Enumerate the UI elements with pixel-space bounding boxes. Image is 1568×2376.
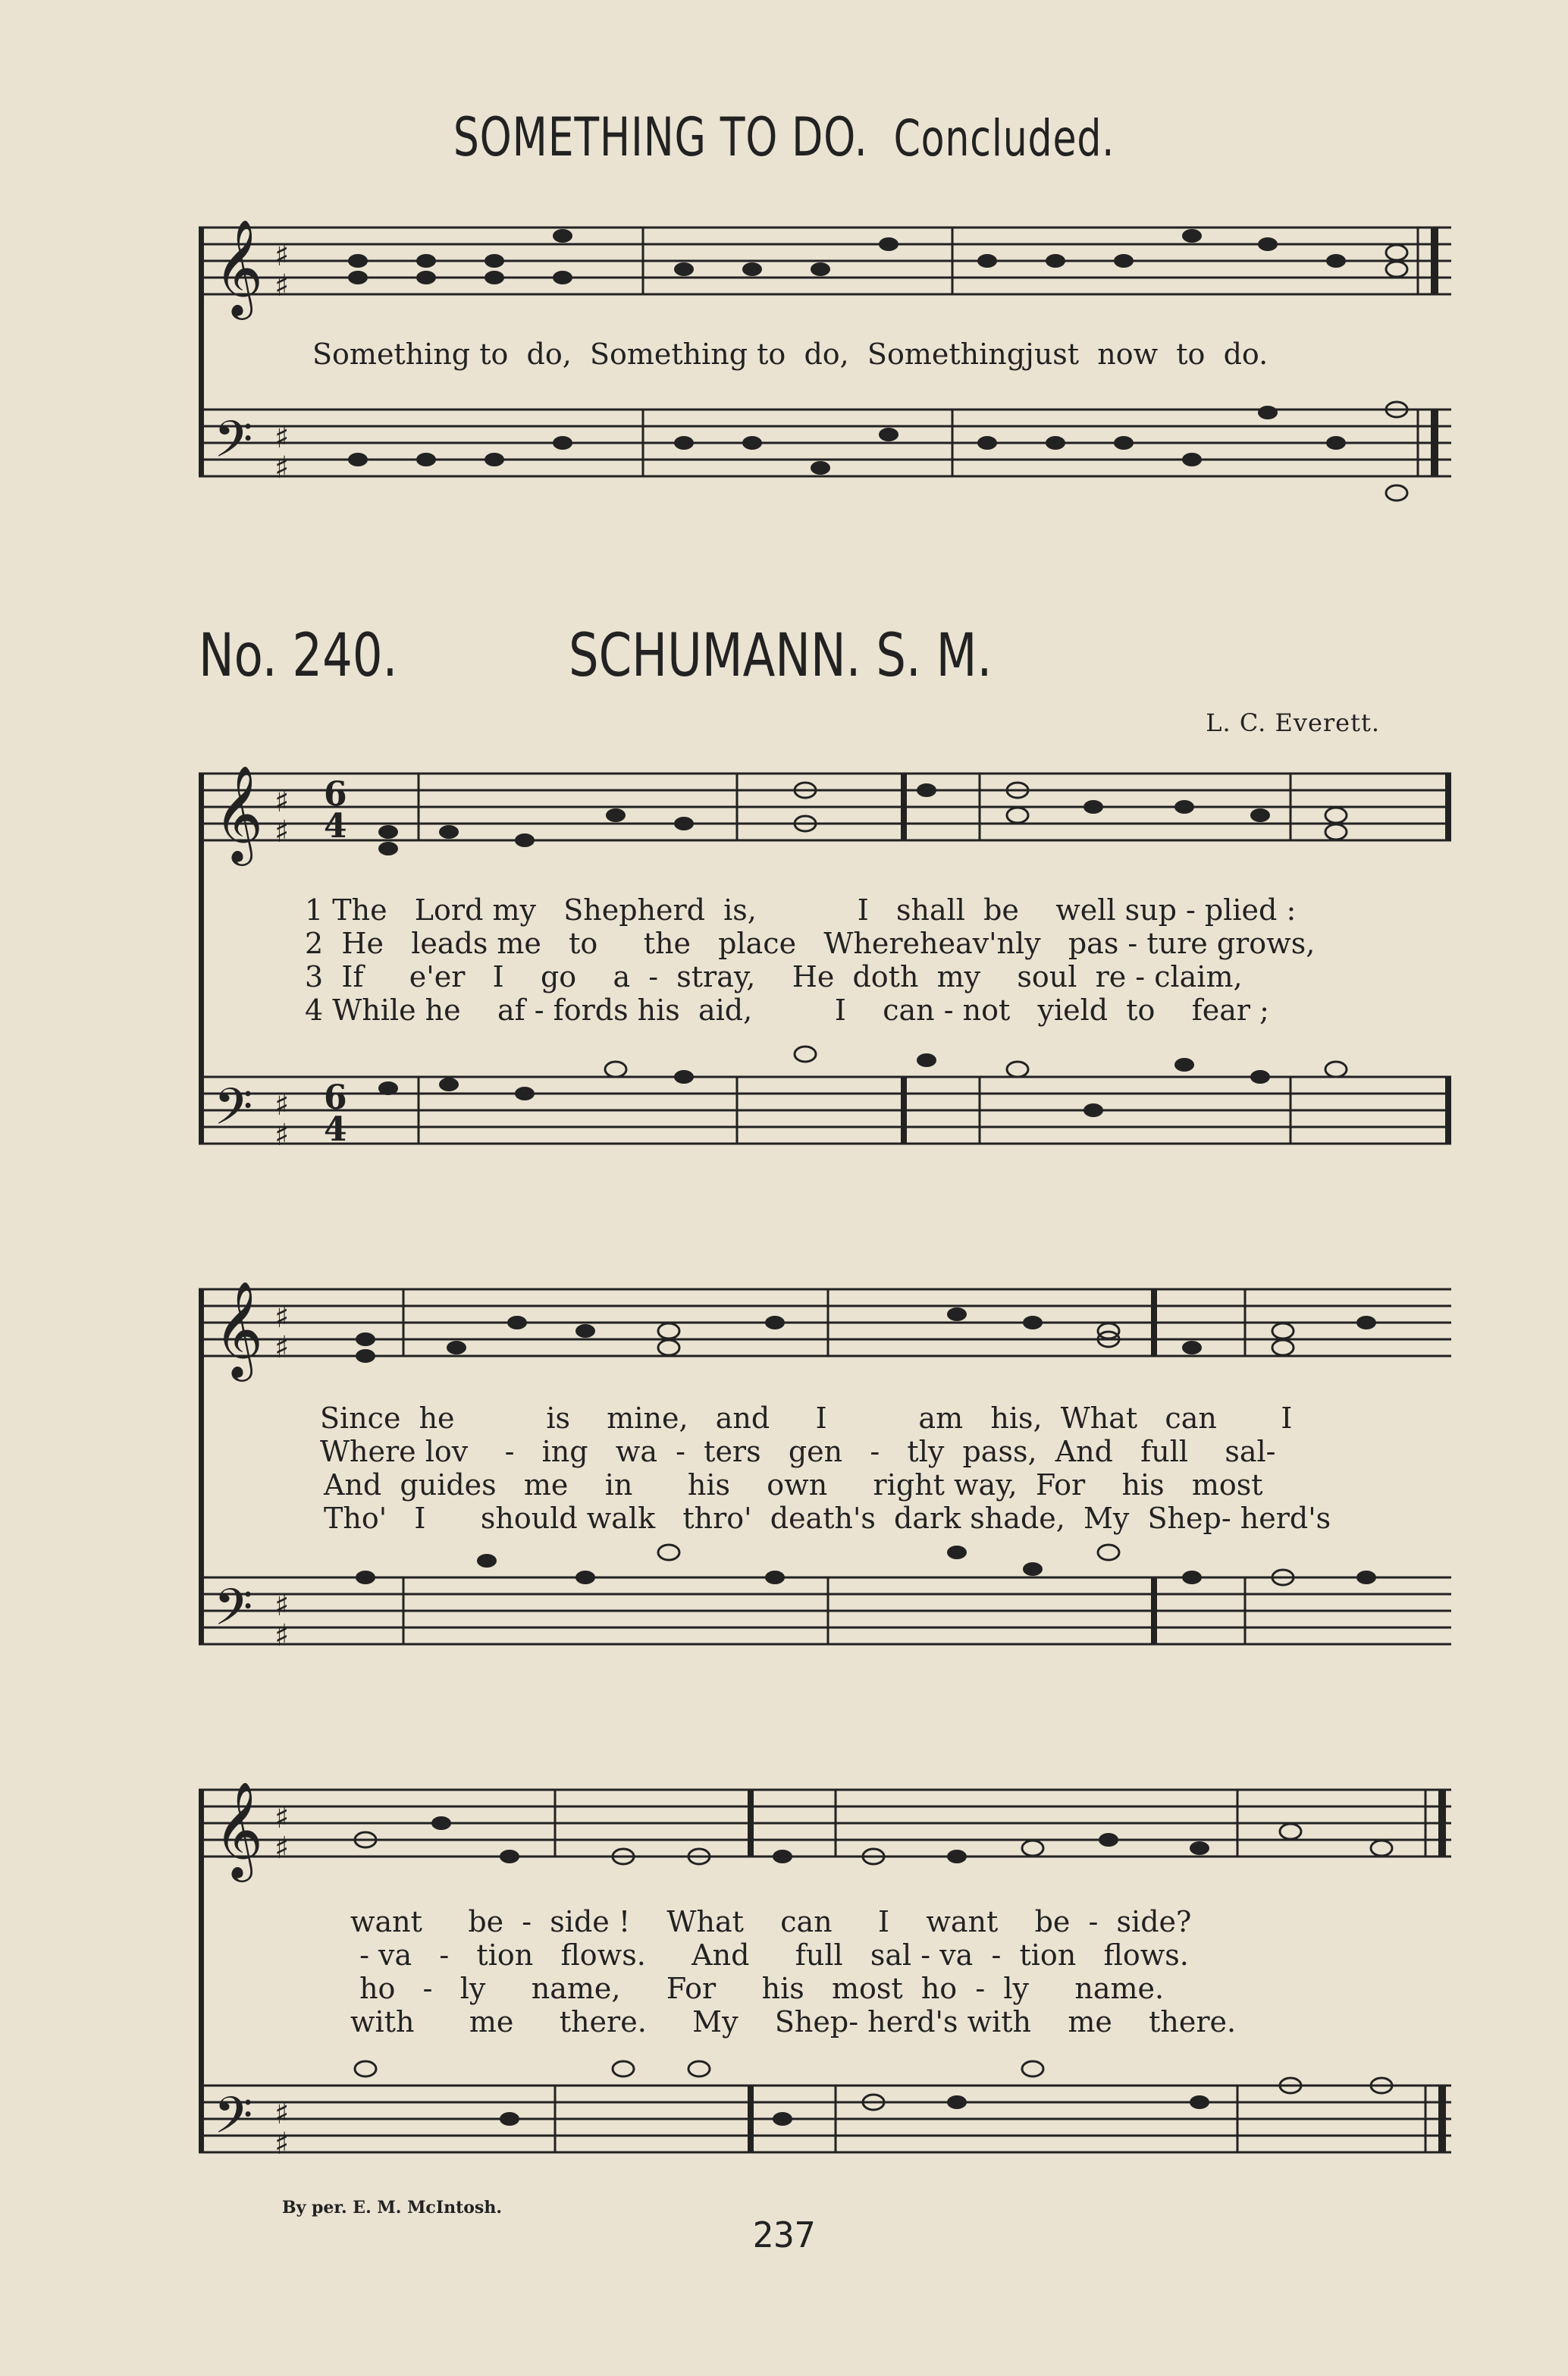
hymn-title: SCHUMANN. S. M. [569, 622, 993, 690]
lyric-line-verse-4: with me there. My Shep- herd's with me there. [350, 2005, 1237, 2039]
lyric-line-verse-1: 1 The Lord my Shepherd is, I shall be well sup - plied : [305, 893, 1297, 927]
lyric-line-verse-3: And guides me in his own right way, For his most [324, 1468, 1263, 1502]
svg-text:4: 4 [324, 1110, 347, 1149]
lyric-line-verse-2: Where lov - ing wa - ters gen - tly pass, And full sal- [320, 1435, 1276, 1468]
svg-text:♯: ♯ [274, 2126, 290, 2161]
lyric-line-verse-4: Tho' I should walk thro' death's dark shade, My Shep- herd's [324, 1502, 1331, 1535]
svg-text:♯: ♯ [274, 238, 290, 273]
svg-text:♯: ♯ [274, 450, 290, 485]
page-number: 237 [752, 2214, 816, 2255]
lyric-line-verse-4: 4 While he af - fords his aid, I can - not yield to fear ; [305, 993, 1269, 1027]
lyric-line-verse-3: 3 If e'er I go a - stray, He doth my soul re - claim, [305, 960, 1243, 993]
copyright-notice: By per. E. M. McIntosh. [282, 2198, 502, 2217]
svg-text:♯: ♯ [274, 1618, 290, 1653]
svg-text:𝄞: 𝄞 [214, 218, 264, 315]
svg-text:♯: ♯ [274, 2096, 290, 2131]
song-title-suffix: Concluded. [893, 109, 1115, 168]
svg-text:𝄢: 𝄢 [214, 410, 253, 481]
lyric-line-verse-2: 2 He leads me to the place Whereheav'nly pas - ture grows, [305, 927, 1316, 960]
svg-text:♯: ♯ [274, 1588, 290, 1623]
svg-text:𝄢: 𝄢 [214, 1578, 253, 1649]
svg-text:𝄢: 𝄢 [214, 1078, 253, 1148]
hymn-number: No. 240. [199, 622, 398, 690]
svg-text:𝄢: 𝄢 [214, 2086, 253, 2157]
svg-text:♯: ♯ [274, 1800, 290, 1835]
svg-text:♯: ♯ [274, 1831, 290, 1866]
svg-text:♯: ♯ [274, 814, 290, 849]
svg-text:♯: ♯ [274, 1088, 290, 1122]
svg-text:𝄞: 𝄞 [214, 764, 264, 862]
svg-text:𝄞: 𝄞 [214, 1781, 264, 1878]
svg-text:♯: ♯ [274, 784, 290, 819]
lyric-line: Something to do, Something to do, Somethingjust now to do. [312, 337, 1269, 371]
music-system-2 [199, 1274, 1451, 1699]
svg-text:♯: ♯ [274, 1118, 290, 1153]
song-title: SOMETHING TO DO. [453, 106, 868, 168]
svg-text:♯: ♯ [274, 420, 290, 455]
page-title [118, 106, 1450, 168]
time-signature-top: 6 [324, 775, 347, 814]
lyric-line-verse-1: Since he is mine, and I am his, What can I [320, 1401, 1293, 1435]
music-system-1 [199, 758, 1451, 1183]
lyric-line-verse-3: ho - ly name, For his most ho - ly name. [350, 1972, 1165, 2005]
svg-text:♯: ♯ [274, 1300, 290, 1335]
svg-text:♯: ♯ [274, 268, 290, 303]
time-signature-bottom: 4 [324, 807, 347, 846]
svg-text:6: 6 [324, 1078, 347, 1117]
composer-credit: L. C. Everett. [1206, 708, 1380, 737]
lyric-line-verse-1: want be - side ! What can I want be - side? [350, 1905, 1192, 1938]
svg-text:𝄞: 𝄞 [214, 1280, 264, 1377]
music-system-3 [199, 1775, 1451, 2199]
lyric-line-verse-2: - va - tion flows. And full sal - va - tion flows. [350, 1938, 1189, 1972]
music-system-concluded [199, 205, 1451, 523]
svg-text:♯: ♯ [274, 1330, 290, 1365]
